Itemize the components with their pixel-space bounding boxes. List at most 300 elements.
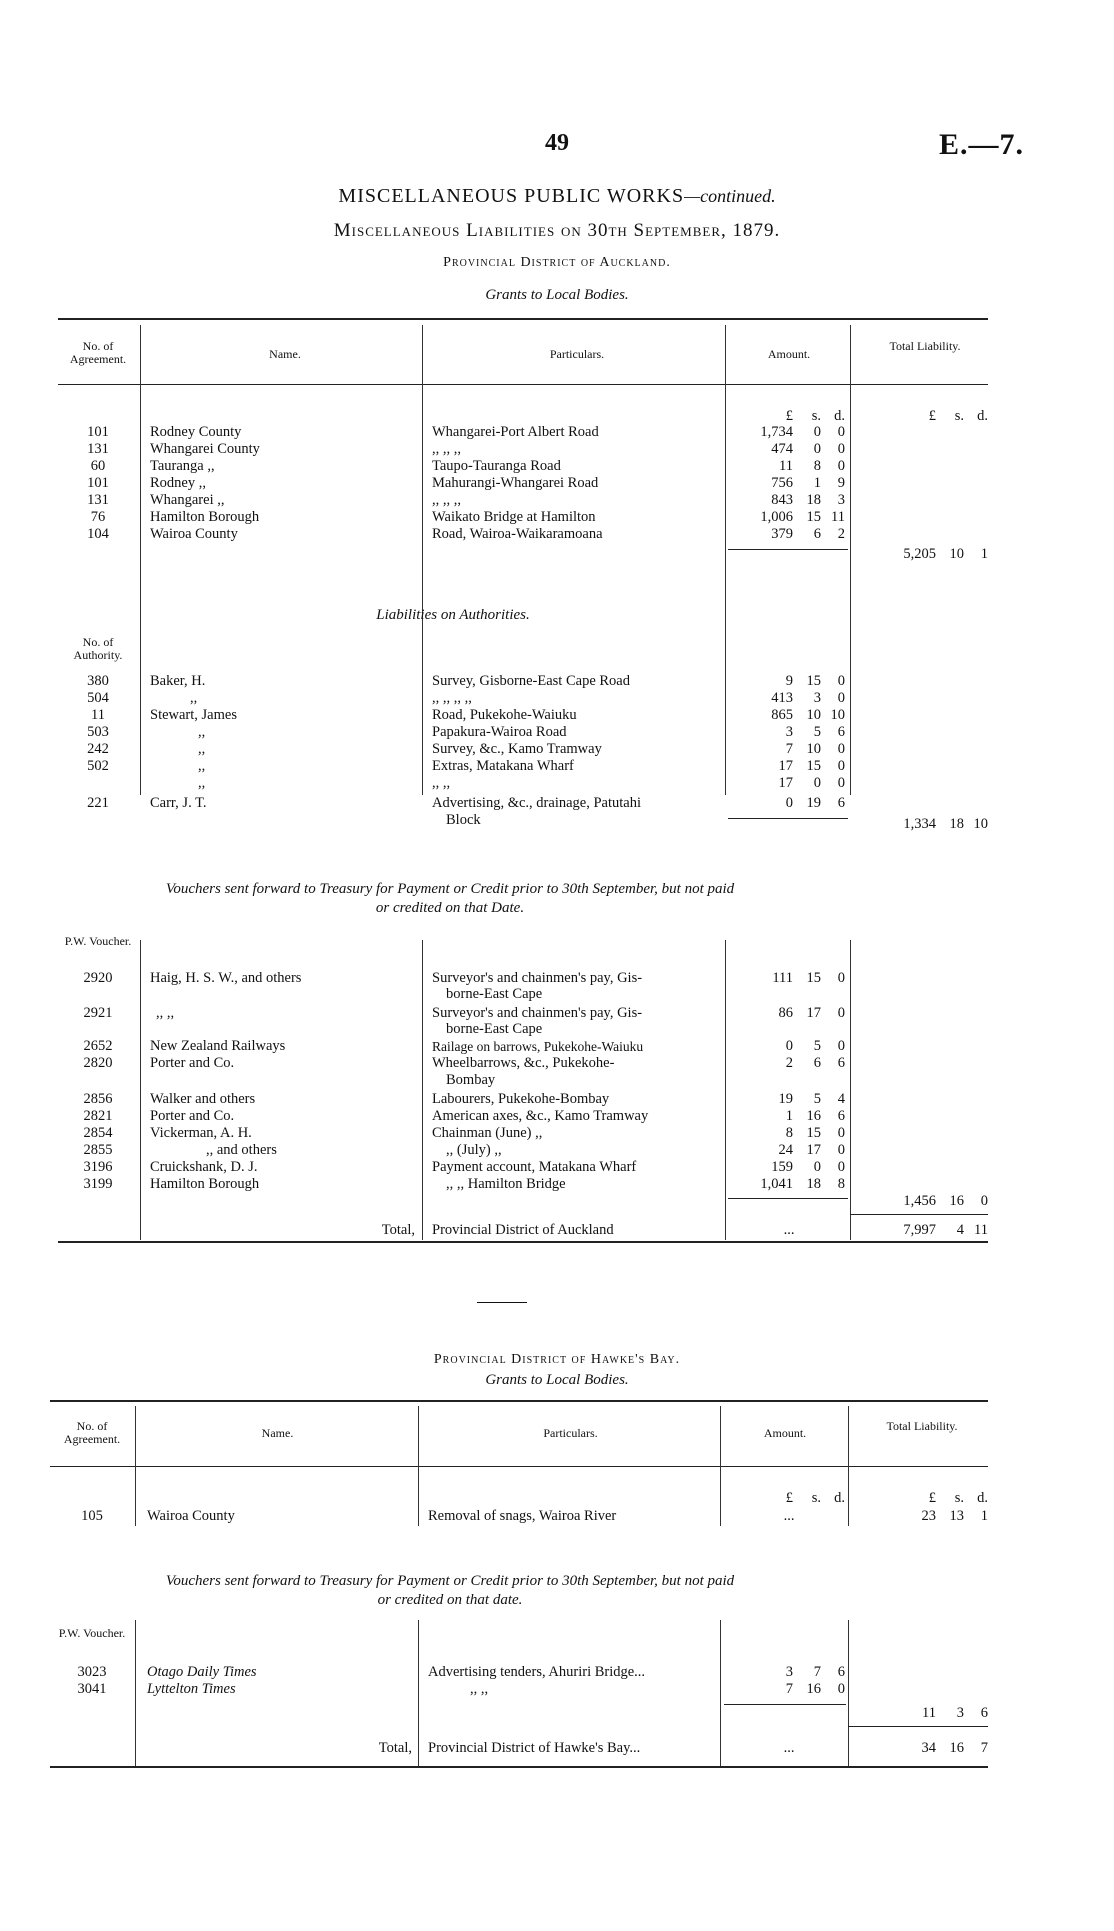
shillings-symbol: s. xyxy=(811,408,821,424)
col-divider xyxy=(135,1406,136,1526)
row-number: 105 xyxy=(81,1508,103,1524)
row-particulars: Waikato Bridge at Hamilton xyxy=(432,509,596,525)
shillings: 6 xyxy=(813,526,821,542)
row-particulars-continued: borne-East Cape xyxy=(446,1021,543,1037)
pounds: 1,734 xyxy=(760,424,793,440)
header-pw-voucher: P.W. Voucher. xyxy=(58,1626,126,1640)
col-divider xyxy=(140,940,141,1240)
header-particulars: Particulars. xyxy=(549,347,605,361)
row-number: 101 xyxy=(87,475,109,491)
row-amount xyxy=(733,1176,845,1193)
pounds: 379 xyxy=(771,526,793,542)
pence: 6 xyxy=(980,1705,988,1721)
shillings: 5 xyxy=(813,1038,821,1054)
total-particulars: Provincial District of Hawke's Bay... xyxy=(428,1740,641,1756)
table-top-rule xyxy=(58,318,988,320)
row-number: 2820 xyxy=(83,1055,113,1071)
shillings: 13 xyxy=(949,1508,964,1524)
total-currency-header xyxy=(855,408,988,425)
shillings-symbol: s. xyxy=(811,1490,821,1506)
header-no-agreement: No. of Agreement. xyxy=(63,1419,121,1446)
row-amount xyxy=(733,1055,845,1072)
row-name: ,, xyxy=(198,775,206,791)
header-name: Name. xyxy=(261,1426,294,1440)
district-heading-auckland: Provincial District of Auckland. xyxy=(443,255,671,270)
shillings: 8 xyxy=(813,458,821,474)
row-particulars: ,, ,, Hamilton Bridge xyxy=(446,1176,566,1192)
pence: 6 xyxy=(837,1055,845,1071)
pounds: 865 xyxy=(771,707,793,723)
row-name: Vickerman, A. H. xyxy=(150,1125,252,1141)
section-separator xyxy=(477,1302,527,1303)
row-number: 502 xyxy=(87,758,109,774)
row-name: ,, xyxy=(198,741,206,757)
row-number: 76 xyxy=(90,509,106,525)
row-amount xyxy=(733,492,845,509)
row-particulars: Advertising, &c., drainage, Patutahi xyxy=(432,795,641,811)
pence: 0 xyxy=(837,424,845,440)
pence: 3 xyxy=(837,492,845,508)
row-number: 504 xyxy=(87,690,109,706)
row-number: 11 xyxy=(91,707,105,723)
pounds: 7 xyxy=(785,1681,793,1697)
row-particulars: Survey, &c., Kamo Tramway xyxy=(432,741,602,757)
row-amount xyxy=(733,795,845,812)
pounds: 7,997 xyxy=(903,1222,936,1238)
row-name: Hamilton Borough xyxy=(150,509,260,525)
subtotal-rule xyxy=(724,1704,846,1705)
row-particulars: Labourers, Pukekohe-Bombay xyxy=(432,1091,610,1107)
pence: 6 xyxy=(837,795,845,811)
row-number: 3041 xyxy=(77,1681,107,1697)
shillings: 0 xyxy=(813,424,821,440)
row-name xyxy=(150,1005,420,1022)
row-amount xyxy=(733,1108,845,1125)
row-amount xyxy=(733,1142,845,1159)
pounds: 24 xyxy=(778,1142,793,1158)
row-number: 2854 xyxy=(83,1125,113,1141)
pounds: 413 xyxy=(771,690,793,706)
pence: 11 xyxy=(974,1222,988,1238)
row-amount xyxy=(733,1005,845,1022)
hawkes-bay-vouchers-subtotal xyxy=(855,1705,988,1722)
row-number: 2921 xyxy=(83,1005,113,1021)
pounds: 17 xyxy=(778,775,793,791)
row-number: 2821 xyxy=(83,1108,113,1124)
row-particulars: ,, ,, ,, xyxy=(432,492,461,508)
pence: 0 xyxy=(837,690,845,706)
authorities-subtotal xyxy=(855,816,988,833)
shillings: 1 xyxy=(813,475,821,491)
row-number: 101 xyxy=(87,424,109,440)
pounds: 34 xyxy=(921,1740,936,1756)
pounds: 3 xyxy=(785,1664,793,1680)
pounds: 1 xyxy=(785,1108,793,1124)
row-particulars-continued: borne-East Cape xyxy=(446,986,543,1002)
row-number: 2920 xyxy=(83,970,113,986)
shillings: 5 xyxy=(813,724,821,740)
table-header-rule xyxy=(58,384,988,385)
row-name: Walker and others xyxy=(150,1091,256,1107)
col-divider xyxy=(848,1406,849,1526)
title-main: MISCELLANEOUS PUBLIC WORKS xyxy=(338,185,685,207)
page-subtitle: Miscellaneous Liabilities on 30th September, 1879. xyxy=(333,220,781,241)
pounds: 3 xyxy=(785,724,793,740)
pence-symbol: d. xyxy=(834,1490,845,1506)
pounds: 159 xyxy=(771,1159,793,1175)
row-name: Stewart, James xyxy=(150,707,237,723)
title-suffix: —continued. xyxy=(684,186,776,206)
pounds: 23 xyxy=(921,1508,936,1524)
col-divider xyxy=(135,1620,136,1766)
pounds: 2 xyxy=(785,1055,793,1071)
row-number: 131 xyxy=(87,441,109,457)
shillings: 18 xyxy=(949,816,964,832)
row-particulars: ,, ,, ,, xyxy=(432,441,461,457)
shillings: 10 xyxy=(806,741,821,757)
row-name: Lyttelton Times xyxy=(147,1681,236,1697)
header-particulars: Particulars. xyxy=(543,1426,598,1440)
row-particulars: Extras, Matakana Wharf xyxy=(432,758,574,774)
total-currency-header xyxy=(855,1490,988,1507)
row-name: Carr, J. T. xyxy=(150,795,207,811)
row-name: ,, xyxy=(198,758,206,774)
pence-symbol: d. xyxy=(977,408,988,424)
amount-currency-header xyxy=(733,408,845,425)
vouchers-subtotal xyxy=(855,1193,988,1210)
row-name: Tauranga ,, xyxy=(150,458,215,474)
subtotal-rule xyxy=(728,1198,848,1199)
row-number: 380 xyxy=(87,673,109,689)
authorities-heading: Liabilities on Authorities. xyxy=(376,607,530,623)
pence: 1 xyxy=(980,546,988,562)
total-label: Total, xyxy=(378,1740,412,1756)
pounds: 19 xyxy=(778,1091,793,1107)
pounds: 8 xyxy=(785,1125,793,1141)
pounds: 9 xyxy=(785,673,793,689)
row-name: Porter and Co. xyxy=(150,1108,235,1124)
shillings: 3 xyxy=(813,690,821,706)
header-name: Name. xyxy=(269,347,301,361)
row-total xyxy=(855,1508,988,1525)
page-number: 49 xyxy=(545,130,569,156)
col-divider xyxy=(720,1620,721,1766)
row-name: Hamilton Borough xyxy=(150,1176,260,1192)
pounds: 7 xyxy=(785,741,793,757)
pence: 8 xyxy=(837,1176,845,1192)
row-amount xyxy=(733,1038,845,1055)
pence: 0 xyxy=(837,775,845,791)
total-label: Total, xyxy=(381,1222,415,1238)
pounds-symbol: £ xyxy=(785,408,793,424)
pounds: 0 xyxy=(785,1038,793,1054)
row-amount xyxy=(733,741,845,758)
pence: 0 xyxy=(980,1193,988,1209)
shillings: 7 xyxy=(813,1664,821,1680)
total-amount: ... xyxy=(783,1222,795,1238)
pounds: 11 xyxy=(922,1705,936,1721)
shillings: 16 xyxy=(806,1108,821,1124)
ditto-name: ,, ,, xyxy=(156,1005,175,1021)
row-particulars: Surveyor's and chainmen's pay, Gis- xyxy=(432,1005,643,1021)
amount-currency-header xyxy=(733,1490,845,1507)
pence-symbol: d. xyxy=(977,1490,988,1506)
pounds-symbol: £ xyxy=(785,1490,793,1506)
row-amount xyxy=(733,1159,845,1176)
shillings-symbol: s. xyxy=(954,408,964,424)
grants-subtotal xyxy=(855,546,988,563)
row-name: ,, xyxy=(190,690,198,706)
pence: 0 xyxy=(837,1125,845,1141)
pence: 10 xyxy=(830,707,845,723)
district-heading-hawkes-bay: Provincial District of Hawke's Bay. xyxy=(433,1352,681,1367)
row-particulars: ,, ,, ,, ,, xyxy=(432,690,472,706)
pounds: 0 xyxy=(785,795,793,811)
row-amount: ... xyxy=(783,1508,795,1524)
row-amount xyxy=(733,690,845,707)
row-particulars: Whangarei-Port Albert Road xyxy=(432,424,599,440)
col-divider xyxy=(725,940,726,1240)
row-amount xyxy=(733,758,845,775)
shillings: 16 xyxy=(806,1681,821,1697)
row-amount xyxy=(733,1091,845,1108)
col-divider xyxy=(850,325,851,795)
header-pw-voucher: P.W. Voucher. xyxy=(64,934,132,948)
shillings: 17 xyxy=(806,1142,821,1158)
pence: 7 xyxy=(980,1740,988,1756)
row-number: 242 xyxy=(87,741,109,757)
col-divider xyxy=(418,1406,419,1526)
row-name: Baker, H. xyxy=(150,673,206,689)
pounds-symbol: £ xyxy=(928,408,936,424)
shillings: 16 xyxy=(949,1740,964,1756)
row-particulars: Mahurangi-Whangarei Road xyxy=(432,475,599,491)
row-number: 131 xyxy=(87,492,109,508)
row-amount xyxy=(733,424,845,441)
row-number: 3196 xyxy=(83,1159,113,1175)
row-amount xyxy=(733,775,845,792)
pence: 0 xyxy=(837,1681,845,1697)
pence: 0 xyxy=(837,758,845,774)
shillings: 4 xyxy=(956,1222,964,1238)
shillings: 16 xyxy=(949,1193,964,1209)
pence: 2 xyxy=(837,526,845,542)
pounds: 843 xyxy=(771,492,793,508)
row-name: Rodney County xyxy=(150,424,242,440)
row-particulars: Removal of snags, Wairoa River xyxy=(428,1508,617,1524)
grants-heading-auckland: Grants to Local Bodies. xyxy=(485,287,629,303)
shillings: 5 xyxy=(813,1091,821,1107)
row-amount xyxy=(733,1664,845,1681)
vouchers-heading-hawkes-bay xyxy=(40,1572,860,1610)
shillings: 15 xyxy=(806,970,821,986)
col-divider xyxy=(848,1620,849,1766)
pounds: 1,006 xyxy=(760,509,793,525)
pounds: 1,334 xyxy=(903,816,936,832)
row-amount xyxy=(733,707,845,724)
row-particulars: Chainman (June) ,, xyxy=(432,1125,543,1141)
row-particulars: Wheelbarrows, &c., Pukekohe- xyxy=(432,1055,615,1071)
row-amount xyxy=(733,509,845,526)
vouchers-heading-line1: Vouchers sent forward to Treasury for Payment or Credit prior to 30th September, but not paid xyxy=(165,1573,735,1589)
row-particulars-continued: Bombay xyxy=(446,1072,496,1088)
pence: 9 xyxy=(837,475,845,491)
header-total-liability: Total Liability. xyxy=(889,339,961,353)
row-number: 221 xyxy=(87,795,109,811)
pounds: 86 xyxy=(778,1005,793,1021)
pence: 6 xyxy=(837,1108,845,1124)
row-amount xyxy=(733,475,845,492)
pounds-symbol: £ xyxy=(928,1490,936,1506)
row-number: 3199 xyxy=(83,1176,113,1192)
pence-symbol: d. xyxy=(834,408,845,424)
pounds: 1,041 xyxy=(760,1176,793,1192)
shillings: 15 xyxy=(806,1125,821,1141)
row-name: Whangarei ,, xyxy=(150,492,225,508)
row-amount xyxy=(733,673,845,690)
row-number: 104 xyxy=(87,526,109,542)
total-particulars: Provincial District of Auckland xyxy=(432,1222,614,1238)
shillings: 10 xyxy=(806,707,821,723)
row-particulars: American axes, &c., Kamo Tramway xyxy=(432,1108,649,1124)
row-particulars: Payment account, Matakana Wharf xyxy=(432,1159,637,1175)
row-particulars: Road, Pukekohe-Waiuku xyxy=(432,707,577,723)
col-divider xyxy=(140,325,141,795)
row-number: 2856 xyxy=(83,1091,113,1107)
row-amount xyxy=(733,458,845,475)
row-name: Porter and Co. xyxy=(150,1055,235,1071)
row-number: 60 xyxy=(90,458,106,474)
row-particulars: Papakura-Wairoa Road xyxy=(432,724,567,740)
shillings: 10 xyxy=(949,546,964,562)
vouchers-heading-line2: or credited on that date. xyxy=(377,1592,523,1608)
pounds: 1,456 xyxy=(903,1193,936,1209)
shillings: 18 xyxy=(806,492,821,508)
row-amount xyxy=(733,724,845,741)
pence: 4 xyxy=(837,1091,845,1107)
grants-heading-hawkes-bay: Grants to Local Bodies. xyxy=(485,1372,629,1388)
row-particulars: Railage on barrows, Pukekohe-Waiuku xyxy=(432,1039,644,1054)
col-divider xyxy=(720,1406,721,1526)
pence: 6 xyxy=(837,724,845,740)
subtotal-rule xyxy=(728,549,848,550)
row-number: 3023 xyxy=(77,1664,107,1680)
pence: 0 xyxy=(837,458,845,474)
row-particulars: Survey, Gisborne-East Cape Road xyxy=(432,673,630,689)
header-amount: Amount. xyxy=(767,347,811,361)
shillings: 15 xyxy=(806,758,821,774)
row-name: Cruickshank, D. J. xyxy=(150,1159,258,1175)
header-no-agreement: No. of Agreement. xyxy=(69,339,127,366)
shillings: 15 xyxy=(806,509,821,525)
shillings: 6 xyxy=(813,1055,821,1071)
pounds: 17 xyxy=(778,758,793,774)
pence: 0 xyxy=(837,441,845,457)
total-amount: ... xyxy=(783,1740,795,1756)
pounds: 11 xyxy=(779,458,793,474)
shillings: 3 xyxy=(956,1705,964,1721)
row-amount xyxy=(733,441,845,458)
row-particulars: ,, ,, xyxy=(432,775,451,791)
row-number: 503 xyxy=(87,724,109,740)
pence: 10 xyxy=(973,816,988,832)
shillings: 0 xyxy=(813,1159,821,1175)
page-title xyxy=(0,185,1114,208)
row-particulars: ,, (July) ,, xyxy=(446,1142,502,1158)
row-name: ,, xyxy=(198,724,206,740)
row-name: Haig, H. S. W., and others xyxy=(150,970,302,986)
hawkes-bay-grand-total xyxy=(855,1740,988,1757)
pence: 1 xyxy=(980,1508,988,1524)
total-column-rule xyxy=(848,1726,988,1727)
pounds: 474 xyxy=(771,441,793,457)
auckland-grand-total xyxy=(855,1222,988,1239)
col-divider xyxy=(422,940,423,1240)
header-no-authority: No. of Authority. xyxy=(73,635,123,662)
row-amount xyxy=(733,970,845,987)
row-name: New Zealand Railways xyxy=(150,1038,286,1054)
pence: 0 xyxy=(837,741,845,757)
row-name: ,, and others xyxy=(206,1142,277,1158)
row-name: Wairoa County xyxy=(147,1508,235,1524)
shillings: 0 xyxy=(813,441,821,457)
row-number: 2855 xyxy=(83,1142,113,1158)
pence: 0 xyxy=(837,1142,845,1158)
row-amount xyxy=(733,526,845,543)
total-column-rule xyxy=(850,1214,988,1215)
subtotal-rule xyxy=(728,818,848,819)
vouchers-heading-auckland xyxy=(40,880,860,918)
header-amount: Amount. xyxy=(763,1426,807,1440)
shillings: 15 xyxy=(806,673,821,689)
table-top-rule xyxy=(50,1400,988,1402)
table-bottom-rule xyxy=(50,1766,988,1768)
row-name: Whangarei County xyxy=(150,441,260,457)
row-amount xyxy=(733,1125,845,1142)
pence: 0 xyxy=(837,1038,845,1054)
row-name: Wairoa County xyxy=(150,526,238,542)
pence: 11 xyxy=(831,509,845,525)
row-particulars-continued: Block xyxy=(446,812,481,828)
row-name: Otago Daily Times xyxy=(147,1664,257,1680)
row-particulars: Surveyor's and chainmen's pay, Gis- xyxy=(432,970,643,986)
pence: 0 xyxy=(837,1005,845,1021)
vouchers-heading-line2: or credited on that Date. xyxy=(375,900,525,916)
row-particulars: Advertising tenders, Ahuriri Bridge... xyxy=(428,1664,646,1680)
vouchers-heading-line1: Vouchers sent forward to Treasury for Payment or Credit prior to 30th September, but not paid xyxy=(165,881,735,897)
shillings: 17 xyxy=(806,1005,821,1021)
pence: 0 xyxy=(837,673,845,689)
col-divider xyxy=(418,1620,419,1766)
header-total-liability: Total Liability. xyxy=(886,1419,958,1433)
row-number: 2652 xyxy=(83,1038,113,1054)
row-particulars: ,, ,, xyxy=(470,1681,489,1697)
document-reference: E.—7. xyxy=(938,128,1024,161)
pence: 6 xyxy=(837,1664,845,1680)
row-amount xyxy=(733,1681,845,1698)
pounds: 5,205 xyxy=(903,546,936,562)
row-particulars: Taupo-Tauranga Road xyxy=(432,458,561,474)
shillings: 18 xyxy=(806,1176,821,1192)
shillings: 0 xyxy=(813,775,821,791)
pounds: 756 xyxy=(771,475,793,491)
row-particulars: Road, Wairoa-Waikaramoana xyxy=(432,526,603,542)
table-bottom-rule xyxy=(58,1241,988,1243)
pence: 0 xyxy=(837,970,845,986)
col-divider xyxy=(725,325,726,795)
pounds: 111 xyxy=(772,970,793,986)
col-divider xyxy=(850,940,851,1240)
